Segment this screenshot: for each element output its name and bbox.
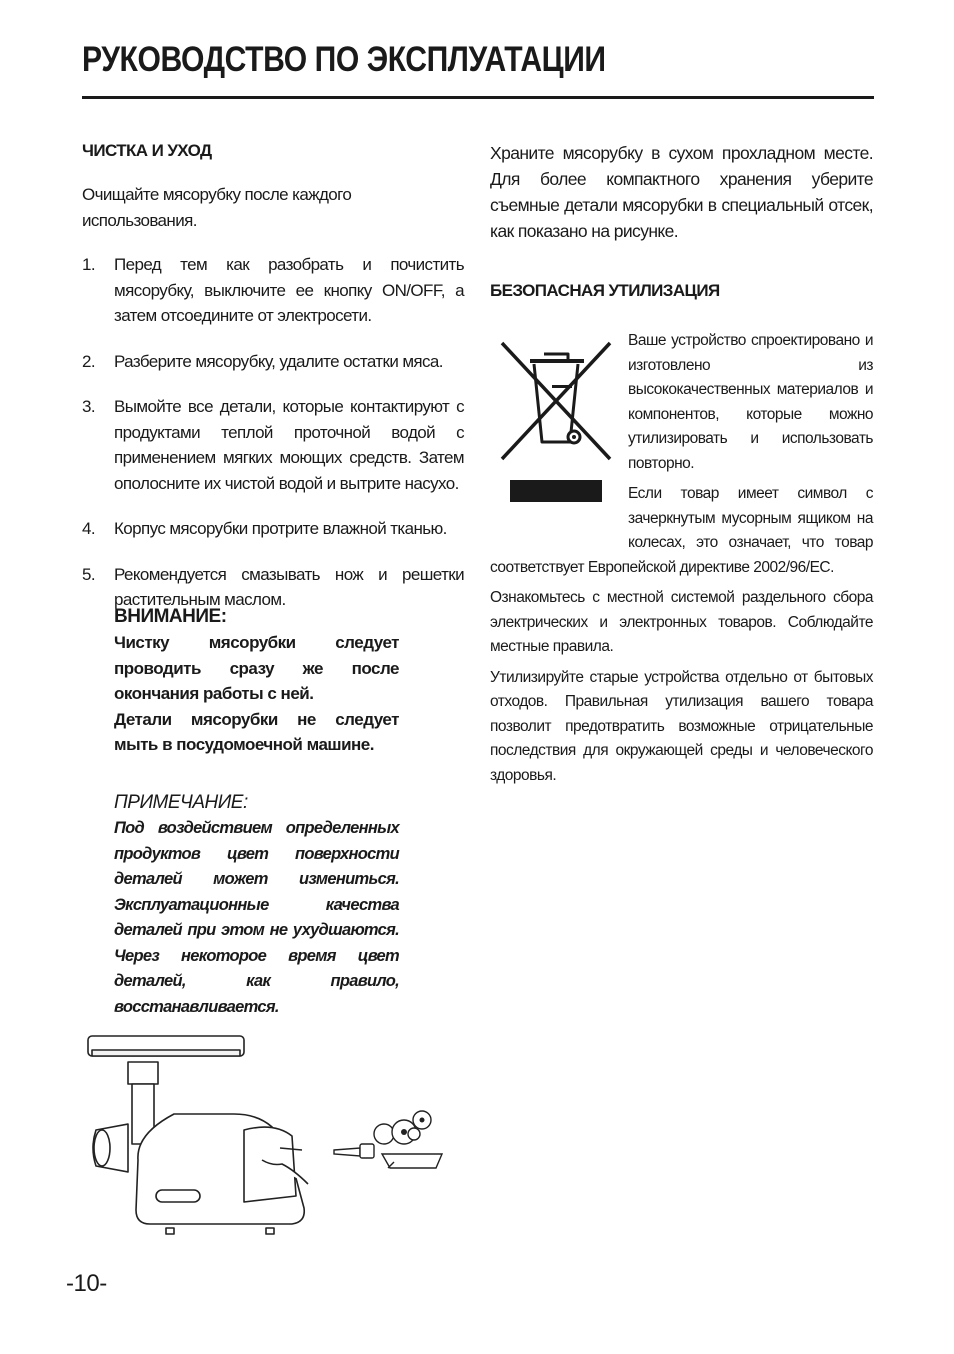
note-text: Под воздействием определенных продуктов цвет поверхности деталей может измениться. Эксплуатационные качества деталей при этом не ухудшаются. Через некоторое время цвет деталей, как правило, восстанавливается. xyxy=(114,819,399,1016)
list-number: 2. xyxy=(82,351,95,371)
list-number: 1. xyxy=(82,255,95,274)
list-item xyxy=(82,349,464,375)
list-number: 5. xyxy=(82,564,95,584)
disposal-paragraph: Если товар имеет символ с зачеркнутым мусорным ящиком на колесах, это означает, что товар соответствует Европейской директиве 2002/96/EC. xyxy=(490,485,873,576)
storage-text: Храните мясорубку в сухом прохладном месте. Для более компактного хранения уберите съемные детали мясорубки в специальный отсек, как показано на рисунке. xyxy=(490,143,873,241)
header-divider xyxy=(82,96,874,99)
cleaning-intro: Очищайте мясорубку после каждого использования. xyxy=(82,185,352,230)
disposal-heading: БЕЗОПАСНАЯ УТИЛИЗАЦИЯ xyxy=(490,281,720,300)
crossed-out-wheelie-bin-icon xyxy=(498,337,614,477)
list-item xyxy=(82,562,464,613)
list-item xyxy=(82,252,464,329)
disposal-paragraph: Ознакомьтесь с местной системой раздельного сбора электрических и электронных товаров. Соблюдайте местные правила. xyxy=(490,589,873,655)
meat-grinder-illustration xyxy=(80,1030,320,1245)
list-number: 3. xyxy=(82,397,95,416)
list-text: Корпус мясорубки протрите влажной тканью. xyxy=(114,519,447,538)
list-text: Перед тем как разобрать и почистить мясорубку, выключите ее кнопку ON/OFF, а затем отсоедините от электросети. xyxy=(114,255,464,325)
page-title: РУКОВОДСТВО ПО ЭКСПЛУАТАЦИИ xyxy=(82,40,606,79)
list-item xyxy=(82,394,464,496)
note-title: ПРИМЕЧАНИЕ: xyxy=(114,792,248,813)
warning-block xyxy=(114,606,399,758)
warning-text: Детали мясорубки не следует мыть в посудомоечной машине. xyxy=(114,709,399,754)
list-number: 4. xyxy=(82,519,95,538)
cleaning-heading: ЧИСТКА И УХОД xyxy=(82,141,212,160)
weee-bar xyxy=(510,480,602,502)
warning-title: ВНИМАНИЕ: xyxy=(114,606,227,627)
weee-bin-icon xyxy=(498,337,614,507)
warning-text: Чистку мясорубки следует проводить сразу же после окончания работы с ней. xyxy=(114,633,399,703)
page-number: -10- xyxy=(66,1270,107,1297)
note-block xyxy=(114,792,399,1020)
list-text: Вымойте все детали, которые контактируют с продуктами теплой проточной водой с применением мягких моющих средств. Затем ополосните их чистой водой и вытрите насухо. xyxy=(114,397,464,493)
disposal-paragraph: Утилизируйте старые устройства отдельно от бытовых отходов. Правильная утилизация вашего товара позволит предотвратить возможные отрицательные последствия для окружающей среды и человеческого здоровья. xyxy=(490,668,873,784)
list-text: Разберите мясорубку, удалите остатки мяса. xyxy=(114,351,443,371)
left-column xyxy=(82,140,464,613)
disposal-paragraph: Ваше устройство спроектировано и изготовлено из высококачественных материалов и компонентов, которые можно утилизировать и использовать повторно. xyxy=(628,332,873,472)
grinder-parts-illustration xyxy=(330,1100,450,1180)
list-text: Рекомендуется смазывать нож и решетки растительным маслом. xyxy=(114,564,464,609)
list-item xyxy=(82,516,464,542)
